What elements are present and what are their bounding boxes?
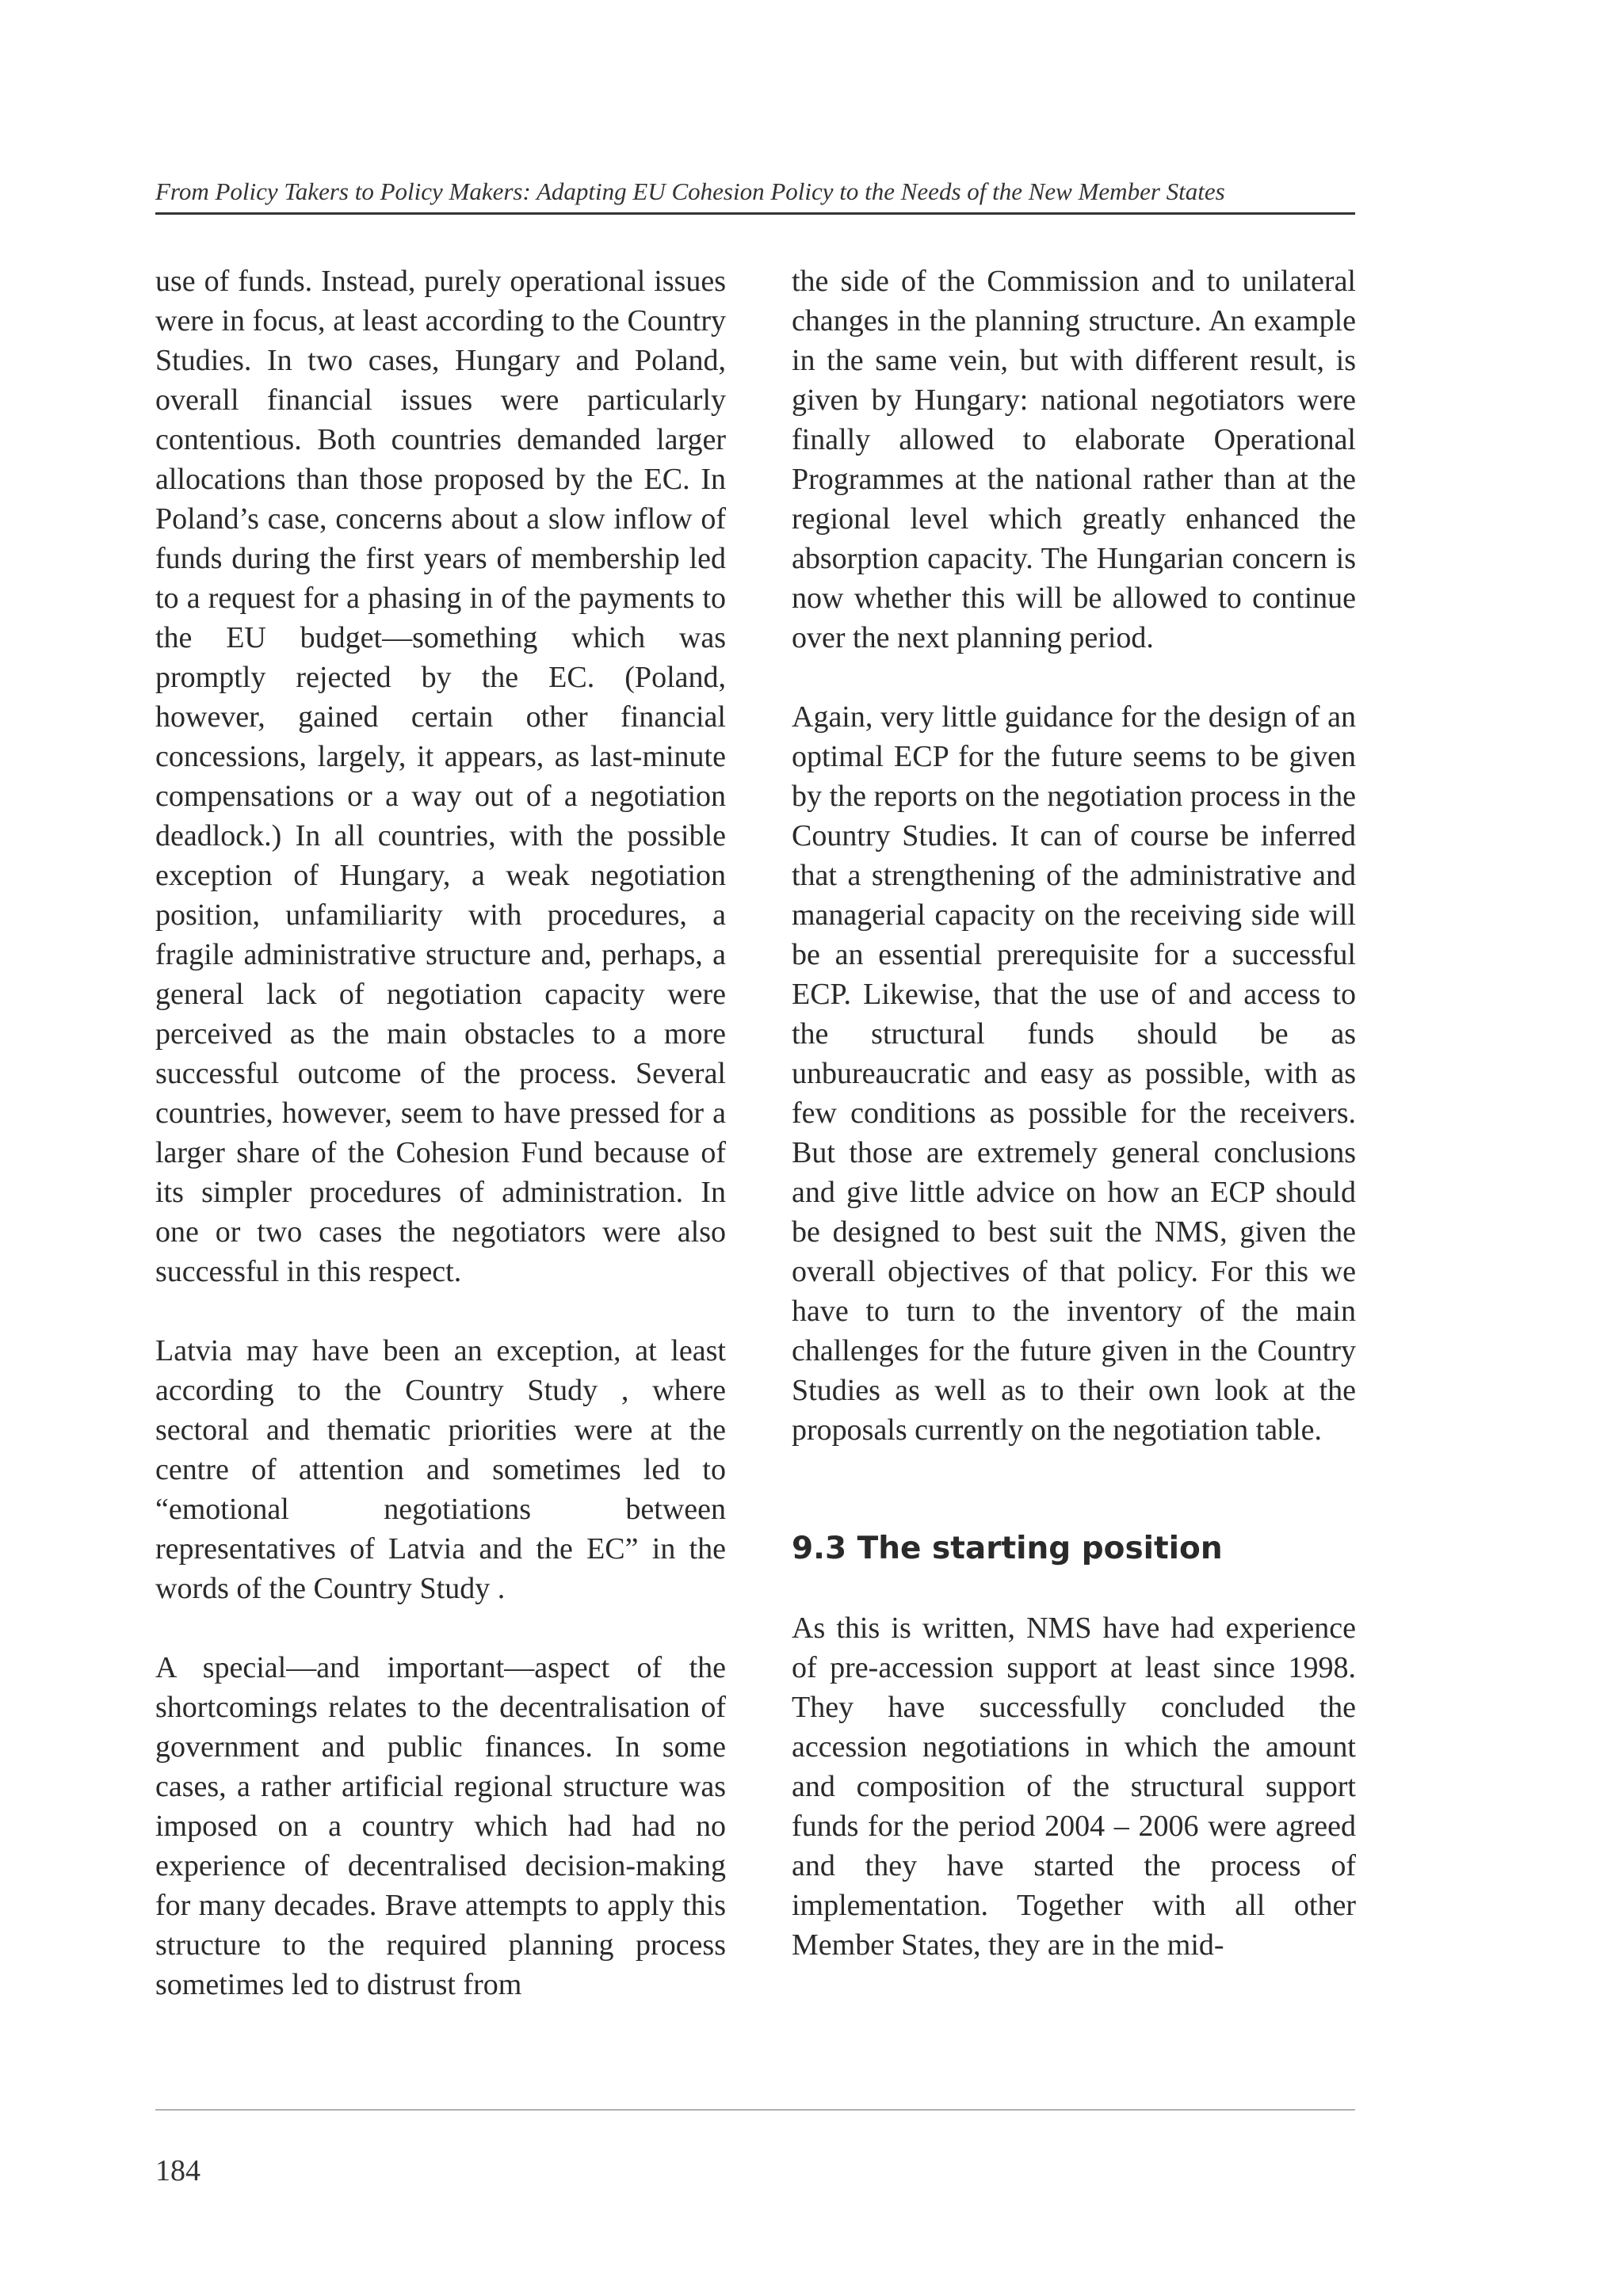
section-heading: 9.3 The starting position [792,1531,1223,1566]
body-paragraph: use of funds. Instead, purely operational issues were in focus, at least according to the Country Studies. In two cases, Hungary and Poland, overall financial issues were particularly contentious. Both countries demanded larger allocations than those proposed by the EC. In Poland’s case, concerns about a slow inflow of funds during the first years of membership led to a request for a phasing in of the payments to the EU budget—something which was promptly rejected by the EC. (Poland, however, gained certain other financial concessions, largely, it appears, as last-minute compensations or a way out of a negotiation deadlock.) In all countries, with the possible exception of Hungary, a weak negotiation position, unfamiliarity with procedures, a fragile administrative structure and, perhaps, a general lack of negotiation capacity were perceived as the main obstacles to a more successful outcome of the process. Several countries, however, seem to have pressed for a larger share of the Cohesion Fund because of its simpler procedures of administration. In one or two cases the negotiators were also successful in this respect. [155,265,726,1288]
footer-rule [155,2109,1355,2111]
right-column [792,261,1356,1965]
header-rule [155,212,1355,215]
body-paragraph: Latvia may have been an exception, at least according to the Country Study , where sectoral and thematic priorities were at the centre of attention and sometimes led to “emotional negotiations between representatives of Latvia and the EC” in the words of the Country Study . [155,1334,726,1605]
body-paragraph: A special—and important—aspect of the shortcomings relates to the decentralisation of government and public finances. In some cases, a rather artificial regional structure was imposed on a country which had had no experience of decentralised decision-making for many decades. Brave attempts to apply this structure to the required planning process sometimes led to distrust from [155,1651,726,2001]
page-number: 184 [155,2154,200,2187]
left-column [155,261,726,2004]
running-header: From Policy Takers to Policy Makers: Adapting EU Cohesion Policy to the Needs of the New Member States [155,177,1225,205]
body-paragraph: As this is written, NMS have had experience of pre-accession support at least since 1998. They have successfully concluded the accession negotiations in which the amount and composition of the structural support funds for the period 2004 – 2006 were agreed and they have started the process of implementation. Together with all other Member States, they are in the mid- [792,1611,1356,1962]
body-paragraph: the side of the Commission and to unilateral changes in the planning structure. An example in the same vein, but with different result, is given by Hungary: national negotiators were finally allowed to elaborate Operational Programmes at the national rather than at the regional level which greatly enhanced the absorption capacity. The Hungarian concern is now whether this will be allowed to continue over the next planning period. [792,265,1356,654]
body-paragraph: Again, very little guidance for the design of an optimal ECP for the future seems to be given by the reports on the negotiation process in the Country Studies. It can of course be inferred that a strengthening of the administrative and managerial capacity on the receiving side will be an essential prerequisite for a successful ECP. Likewise, that the use of and access to the structural funds should be as unbureaucratic and easy as possible, with as few conditions as possible for the receivers. But those are extremely general conclusions and give little advice on how an ECP should be designed to best suit the NMS, given the overall objectives of that policy. For this we have to turn to the inventory of the main challenges for the future given in the Country Studies as well as to their own look at the proposals currently on the negotiation table. [792,700,1356,1447]
